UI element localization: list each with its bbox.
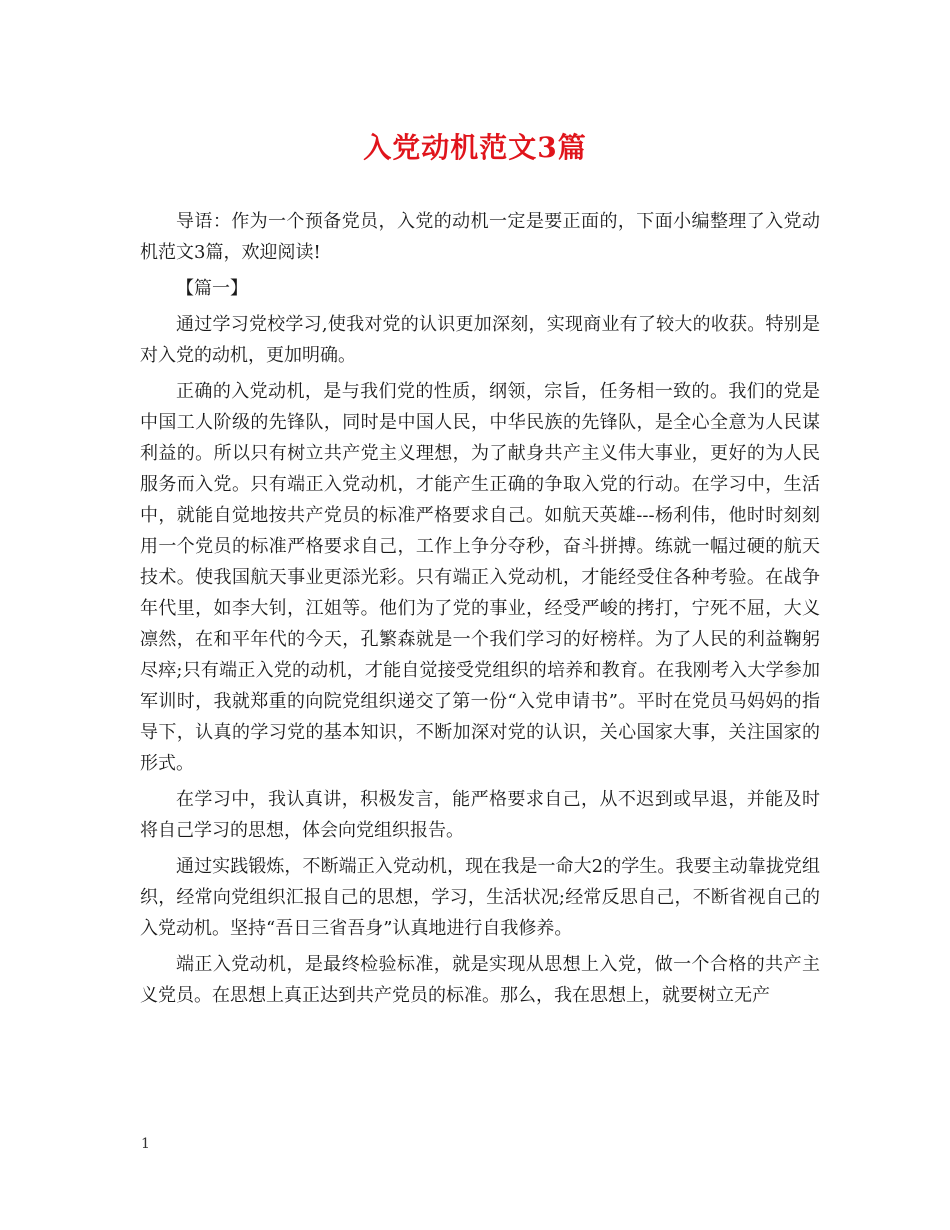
document-title: 入党动机范文3篇 bbox=[363, 131, 587, 164]
page-number: 1 bbox=[141, 1136, 150, 1152]
body-paragraph-2: 正确的入党动机，是与我们党的性质，纲领，宗旨，任务相一致的。我们的党是中国工人阶级的先锋队，同时是中国人民，中华民族的先锋队，是全心全意为人民谋利益的。所以只有树立共产党主义理想，为了献身共产主义伟大事业，更好的为人民服务而入党。只有端正入党动机，才能产生正确的争取入党的行动。在学习中，生活中，就能自觉地按共产党员的标准严格要求自己。如航天英雄---杨利伟，他时时刻刻用一个党员的标准严格要求自己，工作上争分夺秒，奋斗拼搏。练就一幅过硬的航天技术。使我国航天事业更添光彩。只有端正入党动机，才能经受住各种考验。在战争年代里，如李大钊，江姐等。他们为了党的事业，经受严峻的拷打，宁死不屈，大义凛然，在和平年代的今天，孔繁森就是一个我们学习的好榜样。为了人民的利益鞠躬尽瘁;只有端正入党的动机，才能自觉接受党组织的培养和教育。在我刚考入大学参加军训时，我就郑重的向院党组织递交了第一份“入党申请书”。平时在党员马妈妈的指导下，认真的学习党的基本知识，不断加深对党的认识，关心国家大事，关注国家的形式。 bbox=[140, 381, 820, 774]
body-paragraph-1: 通过学习党校学习,使我对党的认识更加深刻，实现商业有了较大的收获。特别是对入党的动机，更加明确。 bbox=[140, 314, 820, 366]
body-paragraph-4: 通过实践锻炼，不断端正入党动机，现在我是一命大2的学生。我要主动靠拢党组织，经常向党组织汇报自己的思想，学习，生活状况;经常反思自己，不断省视自己的入党动机。坚持“吾日三省吾身”认真地进行自我修养。 bbox=[140, 856, 820, 939]
section-heading: 【篇一】 bbox=[176, 278, 248, 299]
body-paragraph-5: 端正入党动机，是最终检验标准，就是实现从思想上入党，做一个合格的共产主义党员。在思想上真正达到共产党员的标准。那么，我在思想上，就要树立无产 bbox=[140, 954, 820, 1006]
body-paragraph-3: 在学习中，我认真讲，积极发言，能严格要求自己，从不迟到或早退，并能及时将自己学习的思想，体会向党组织报告。 bbox=[140, 789, 820, 841]
document-body bbox=[140, 206, 820, 1016]
intro-paragraph: 导语：作为一个预备党员，入党的动机一定是要正面的，下面小编整理了入党动机范文3篇，欢迎阅读! bbox=[140, 211, 820, 263]
